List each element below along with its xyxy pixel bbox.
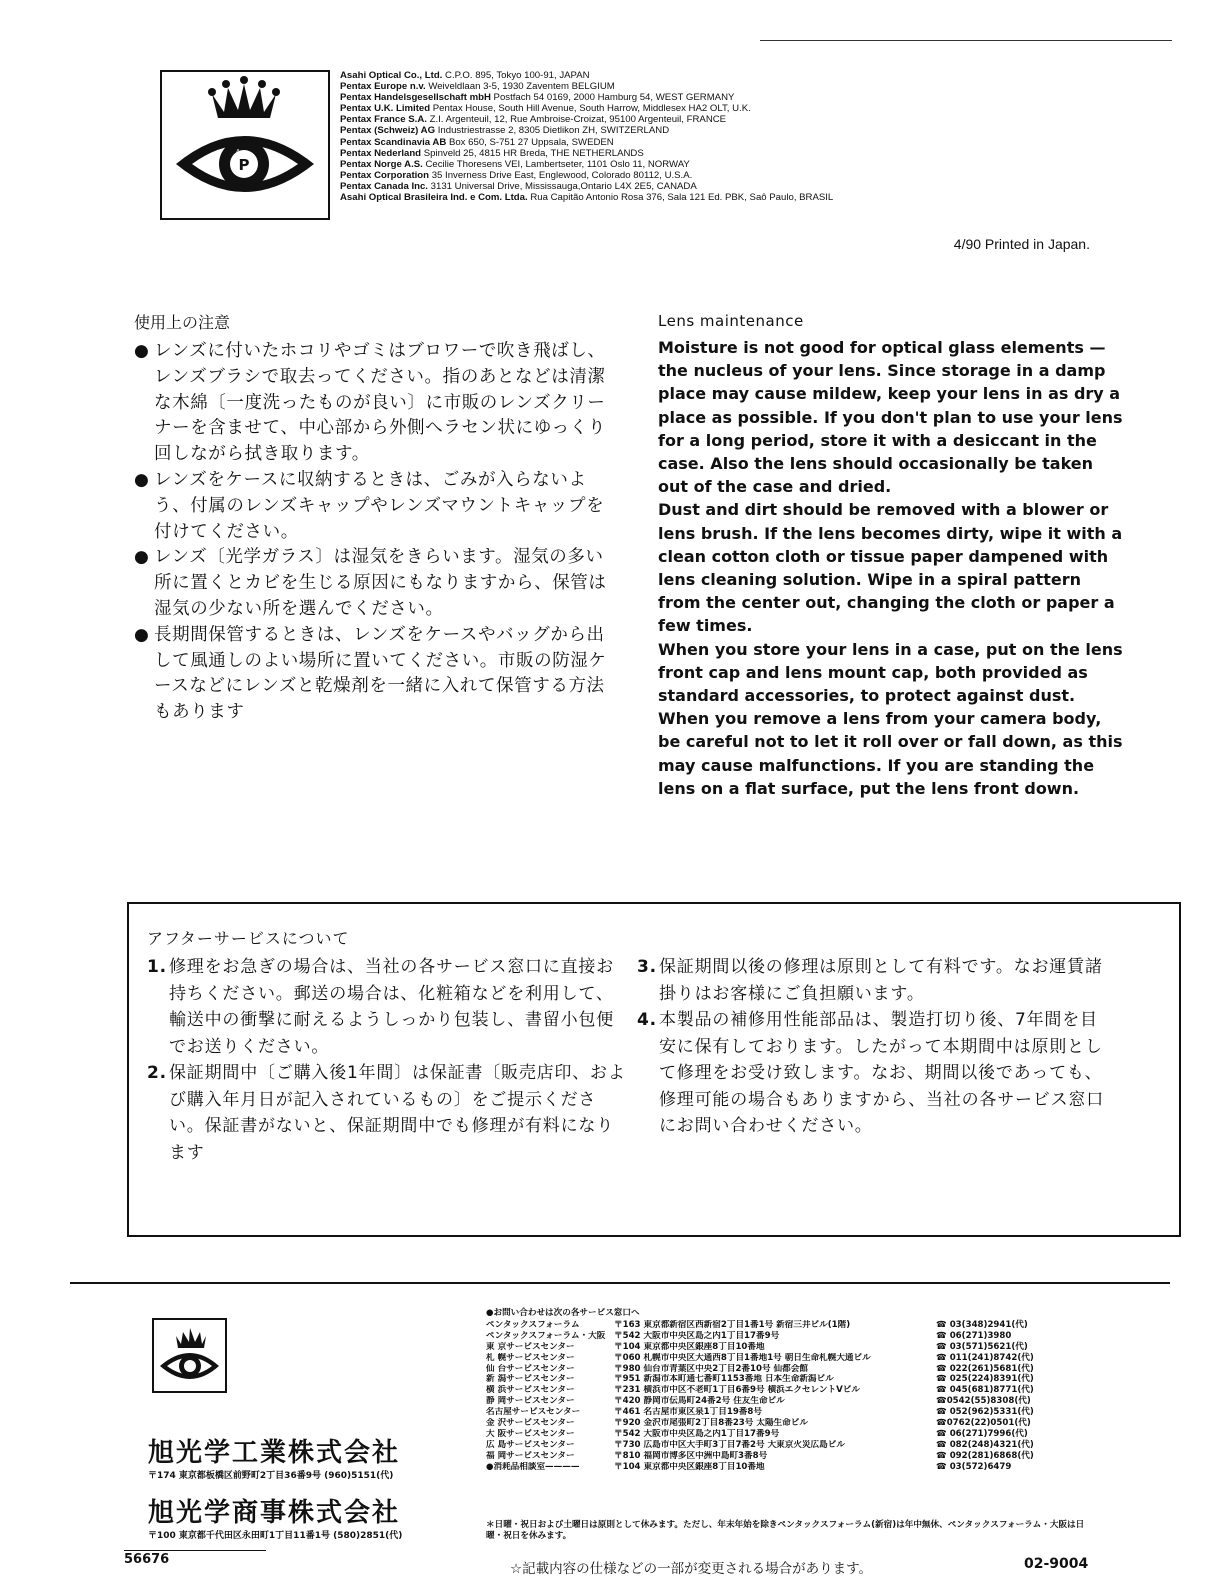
list-item bbox=[486, 1396, 1086, 1407]
list-item bbox=[486, 1385, 1086, 1396]
list-item bbox=[486, 1429, 1086, 1440]
item-number: 2. bbox=[147, 1063, 167, 1083]
service-center-address: 〒951 新潟市本町通七番町1153番地 日本生命新潟ビル bbox=[614, 1374, 834, 1385]
corp-address-trading: 〒100 東京都千代田区永田町1丁目11番1号 (580)2851(代) bbox=[148, 1531, 403, 1541]
company-name: Pentax Europe n.v. bbox=[340, 81, 426, 93]
printed-date: 4/90 Printed in Japan. bbox=[953, 236, 1090, 252]
jp-usage-text: レンズに付いたホコリやゴミはブロワーで吹き飛ばし、レンズブラシで取去ってください。指のあとなどは清潔な木綿〔一度洗ったものが良い〕に市販のレンズクリーナーを含ませて、中心部から外側へラセン状にゆっくり回しながら拭き取ります。 bbox=[154, 341, 606, 465]
svg-text:A: A bbox=[235, 148, 241, 156]
after-service-title: アフターサービスについて bbox=[147, 929, 350, 948]
bullet-icon: ● bbox=[134, 547, 150, 568]
company-address: 3131 Universal Drive, Mississauga,Ontario L4X 2E5, CANADA bbox=[427, 180, 697, 192]
jp-usage-title: 使用上の注意 bbox=[134, 313, 231, 332]
address-row bbox=[340, 114, 1000, 125]
service-center-address: 〒980 仙台市青葉区中央2丁目2番10号 仙都会館 bbox=[614, 1363, 808, 1374]
address-row bbox=[340, 70, 1000, 81]
service-center-phone: ☎ 011(241)8742(代) bbox=[936, 1352, 1034, 1363]
service-center-name: 東 京サービスセンター bbox=[486, 1341, 575, 1352]
eye-crown-icon bbox=[162, 72, 328, 218]
company-address-list bbox=[340, 70, 1000, 203]
service-center-name: 横 浜サービスセンター bbox=[486, 1385, 575, 1396]
service-center-name: 大 阪サービスセンター bbox=[486, 1428, 575, 1439]
holiday-note: ＊日曜・祝日および土曜日は原則として休みます。ただし、年末年始を除きペンタックスフォーラム(新宿)は年中無休、ペンタックスフォーラム・大阪は日曜・祝日を休みます。 bbox=[486, 1520, 1085, 1541]
service-center-address: 〒163 東京都新宿区西新宿2丁目1番1号 新宿三井ビル(1階) bbox=[614, 1319, 851, 1330]
address-row bbox=[340, 192, 1000, 203]
service-center-phone: ☎ 06(271)7996(代) bbox=[936, 1428, 1028, 1439]
service-center-name: 新 潟サービスセンター bbox=[486, 1374, 575, 1385]
list-item bbox=[486, 1407, 1086, 1418]
service-center-address: 〒542 大阪市中央区島之内1丁目17番9号 bbox=[614, 1428, 780, 1439]
service-center-phone: ☎ 092(281)6868(代) bbox=[936, 1450, 1034, 1461]
company-name: Pentax Corporation bbox=[340, 169, 430, 181]
list-item bbox=[486, 1353, 1086, 1364]
jp-usage-text: 長期間保管するときは、レンズをケースやバッグから出して風通しのよい場所に置いてください。市販の防湿ケースなどにレンズと乾燥剤を一緒に入れて保管する方法もあります bbox=[154, 624, 607, 723]
service-center-name: ペンタックスフォーラム・大阪 bbox=[486, 1330, 606, 1341]
service-center-header: ●お問い合わせは次の各サービス窓口へ bbox=[486, 1308, 640, 1318]
list-item bbox=[134, 468, 614, 545]
jp-usage-notes bbox=[134, 310, 614, 726]
eye-crown-icon bbox=[154, 1320, 225, 1391]
service-item-text: 保証期間以後の修理は原則として有料です。なお運賃諸掛りはお客様にご負担願います。 bbox=[659, 957, 1103, 1004]
corp-name-industries: 旭光学工業株式会社 bbox=[148, 1438, 401, 1468]
service-center-name: ペンタックスフォーラム bbox=[486, 1319, 580, 1330]
service-center-phone: ☎ 03(572)6479 bbox=[936, 1461, 1012, 1472]
company-name: Pentax (Schweiz) AG bbox=[340, 125, 436, 137]
asahi-pentax-logo bbox=[160, 70, 330, 220]
service-center-phone: ☎ 06(271)3980 bbox=[936, 1330, 1012, 1341]
paragraph: Moisture is not good for optical glass elements — the nucleus of your lens. Since storage in a damp place may cause mildew, keep your lens in as dry a place as possible. If you don't plan to use your lens for a long period, store it with a desiccant in the case. Also the lens should occasionally be taken out of the case and dried. bbox=[658, 338, 1123, 497]
service-center-phone: ☎ 025(224)8391(代) bbox=[936, 1374, 1034, 1385]
service-center-name: 静 岡サービスセンター bbox=[486, 1396, 575, 1407]
service-center-name: 仙 台サービスセンター bbox=[486, 1363, 575, 1374]
address-row bbox=[340, 92, 1000, 103]
list-item bbox=[134, 623, 614, 726]
jp-usage-text: レンズをケースに収納するときは、ごみが入らないよう、付属のレンズキャップやレンズマウントキャップを付けてください。 bbox=[154, 469, 605, 542]
company-address: Industriestrasse 2, 8305 Dietlikon ZH, SWITZERLAND bbox=[435, 125, 670, 137]
service-center-rows bbox=[486, 1320, 1086, 1473]
list-item bbox=[486, 1462, 1086, 1473]
bullet-icon: ● bbox=[134, 469, 150, 490]
after-service-box bbox=[127, 902, 1181, 1237]
service-center-name: ●消耗品相談室———— bbox=[486, 1461, 580, 1472]
service-center-address: 〒920 金沢市尾張町2丁目8番23号 太陽生命ビル bbox=[614, 1418, 808, 1429]
footer-rule bbox=[70, 1282, 1170, 1284]
address-row bbox=[340, 103, 1000, 114]
address-row bbox=[340, 148, 1000, 159]
item-number: 3. bbox=[637, 957, 657, 977]
spec-change-note: ☆記載内容の仕様などの一部が変更される場合があります。 bbox=[510, 1561, 873, 1577]
corp-address-industries: 〒174 東京都板橋区前野町2丁目36番9号 (960)5151(代) bbox=[148, 1471, 394, 1481]
service-center-address: 〒420 静岡市伝馬町24番2号 住友生命ビル bbox=[614, 1396, 785, 1407]
after-service-column-left bbox=[147, 954, 627, 1166]
service-center-address: 〒461 名古屋市東区泉1丁目19番8号 bbox=[614, 1407, 762, 1418]
service-item bbox=[147, 1060, 627, 1166]
company-name: Pentax Canada Inc. bbox=[340, 180, 428, 192]
address-row bbox=[340, 137, 1000, 148]
service-center-phone: ☎ 022(261)5681(代) bbox=[936, 1363, 1034, 1374]
service-item bbox=[147, 954, 627, 1060]
list-item bbox=[486, 1342, 1086, 1353]
company-name: Asahi Optical Brasileira Ind. e Com. Ltda. bbox=[340, 192, 528, 204]
service-center-phone: ☎ 045(681)8771(代) bbox=[936, 1385, 1034, 1396]
list-item bbox=[486, 1364, 1086, 1375]
list-item bbox=[486, 1440, 1086, 1451]
item-number: 1. bbox=[147, 957, 167, 977]
paragraph: When you remove a lens from your camera body, be careful not to let it roll over or fall down, as this may cause malfunctions. If you are standing the lens on a flat surface, put the lens front down. bbox=[658, 709, 1123, 798]
service-center-phone: ☎ 082(248)4321(代) bbox=[936, 1439, 1034, 1450]
company-address: Box 650, S-751 27 Uppsala, SWEDEN bbox=[446, 136, 614, 148]
address-row bbox=[340, 125, 1000, 136]
document-code: 02-9004 bbox=[1024, 1556, 1089, 1572]
service-center-name: 名古屋サービスセンター bbox=[486, 1407, 581, 1418]
service-center-phone: ☎ 052(962)5331(代) bbox=[936, 1407, 1034, 1418]
list-item bbox=[486, 1320, 1086, 1331]
company-name: Asahi Optical Co., Ltd. bbox=[340, 70, 443, 81]
corp-name-trading: 旭光学商事株式会社 bbox=[148, 1498, 401, 1528]
address-row bbox=[340, 181, 1000, 192]
company-name: Pentax U.K. Limited bbox=[340, 103, 431, 115]
code-rule bbox=[124, 1550, 266, 1551]
svg-text:P: P bbox=[238, 156, 250, 174]
list-item bbox=[486, 1374, 1086, 1385]
bullet-icon: ● bbox=[134, 341, 150, 361]
company-address: Rua Capitão Antonio Rosa 376, Sala 121 Ed. PBK, Saô Paulo, BRASIL bbox=[527, 192, 834, 204]
bullet-icon: ● bbox=[134, 624, 150, 645]
company-name: Pentax Norge A.S. bbox=[340, 158, 423, 170]
service-center-name: 金 沢サービスセンター bbox=[486, 1418, 575, 1429]
service-center-phone: ☎ 03(348)2941(代) bbox=[936, 1319, 1028, 1330]
item-number: 4. bbox=[637, 1010, 657, 1030]
service-center-address: 〒231 横浜市中区不老町1丁目6番9号 横浜エクセレントⅤビル bbox=[614, 1385, 860, 1396]
company-address: Weiveldlaan 3-5, 1930 Zaventem BELGIUM bbox=[425, 81, 615, 93]
jp-usage-list bbox=[134, 339, 614, 726]
company-name: Pentax France S.A. bbox=[340, 114, 427, 126]
company-name: Pentax Nederland bbox=[340, 147, 422, 159]
catalog-code: 56676 bbox=[124, 1552, 170, 1567]
service-center-name: 福 岡サービスセンター bbox=[486, 1450, 575, 1461]
service-center-phone: ☎ 03(571)5621(代) bbox=[936, 1341, 1028, 1352]
after-service-column-right bbox=[637, 954, 1107, 1140]
company-address: 35 Inverness Drive East, Englewood, Colorado 80112, U.S.A. bbox=[429, 169, 693, 181]
lens-maintenance-section bbox=[658, 312, 1128, 800]
list-item bbox=[486, 1451, 1086, 1462]
service-center-list bbox=[486, 1308, 1086, 1473]
address-row bbox=[340, 159, 1000, 170]
lens-maintenance-title: Lens maintenance bbox=[658, 312, 804, 330]
lens-maintenance-body bbox=[658, 336, 1128, 800]
service-item bbox=[637, 954, 1107, 1007]
list-item bbox=[134, 545, 614, 622]
service-center-address: 〒730 広島市中区大手町3丁目7番2号 大東京火災広島ビル bbox=[614, 1439, 845, 1450]
service-center-phone: ☎0542(55)8308(代) bbox=[936, 1396, 1031, 1407]
company-address: Z.I. Argenteuil, 12, Rue Ambroise-Croizat, 95100 Argenteuil, FRANCE bbox=[426, 114, 727, 126]
list-item bbox=[134, 339, 614, 468]
service-center-address: 〒542 大阪市中央区島之内1丁目17番9号 bbox=[614, 1330, 780, 1341]
service-center-address: 〒104 東京都中央区銀座8丁目10番地 bbox=[614, 1341, 765, 1352]
list-item bbox=[486, 1418, 1086, 1429]
asahi-pentax-logo-small bbox=[152, 1318, 227, 1393]
service-center-address: 〒810 福岡市博多区中洲中島町3番8号 bbox=[614, 1450, 768, 1461]
paragraph: When you store your lens in a case, put on the lens front cap and lens mount cap, both provided as standard accessories, to protect against dust. bbox=[658, 639, 1123, 706]
jp-usage-text: レンズ〔光学ガラス〕は湿気をきらいます。湿気の多い所に置くとカビを生じる原因にもなりますから、保管は湿気の少ない所を選んでください。 bbox=[154, 547, 607, 619]
company-address: Pentax House, South Hill Avenue, South Harrow, Middlesex HA2 OLT, U.K. bbox=[430, 103, 751, 115]
service-center-name: 札 幌サービスセンター bbox=[486, 1352, 575, 1363]
company-address: Cecilie Thoresens VEI, Lambertseter, 1101 Oslo 11, NORWAY bbox=[422, 158, 690, 170]
address-row bbox=[340, 81, 1000, 92]
company-name: Pentax Scandinavia AB bbox=[340, 136, 447, 148]
top-rule bbox=[760, 40, 1172, 41]
company-address: C.P.O. 895, Tokyo 100-91, JAPAN bbox=[442, 70, 590, 81]
service-center-address: 〒060 札幌市中央区大通西8丁目1番地1号 朝日生命札幌大通ビル bbox=[614, 1352, 871, 1363]
service-item-text: 保証期間中〔ご購入後1年間〕は保証書〔販売店印、および購入年月日が記入されているもの〕をご提示ください。保証書がないと、保証期間中でも修理が有料になります bbox=[169, 1063, 626, 1163]
service-item-text: 修理をお急ぎの場合は、当社の各サービス窓口に直接お持ちください。郵送の場合は、化粧箱などを利用して、輸送中の衝撃に耐えるようしっかり包装し、書留小包便でお送りください。 bbox=[169, 957, 614, 1057]
service-item bbox=[637, 1007, 1107, 1140]
company-name: Pentax Handelsgesellschaft mbH bbox=[340, 92, 491, 104]
service-center-name: 広 島サービスセンター bbox=[486, 1439, 575, 1450]
address-row bbox=[340, 170, 1000, 181]
service-item-text: 本製品の補修用性能部品は、製造打切り後、7年間を目安に保有しております。したがって本期間中は原則として修理をお受け致します。なお、期間以後であっても、修理可能の場合もありますから、当社の各サービス窓口にお問い合わせください。 bbox=[659, 1010, 1104, 1136]
service-center-address: 〒104 東京都中央区銀座8丁目10番地 bbox=[614, 1461, 765, 1472]
service-center-phone: ☎0762(22)0501(代) bbox=[936, 1418, 1031, 1429]
company-address: Postfach 54 0169, 2000 Hamburg 54, WEST GERMANY bbox=[490, 92, 735, 104]
company-address: Spinveld 25, 4815 HR Breda, THE NETHERLANDS bbox=[421, 147, 644, 159]
list-item bbox=[486, 1331, 1086, 1342]
paragraph: Dust and dirt should be removed with a blower or lens brush. If the lens becomes dirty, wipe it with a clean cotton cloth or tissue paper dampened with lens cleaning solution. Wipe in a spiral pattern from the center out, changing the cloth or paper a few times. bbox=[658, 500, 1123, 636]
